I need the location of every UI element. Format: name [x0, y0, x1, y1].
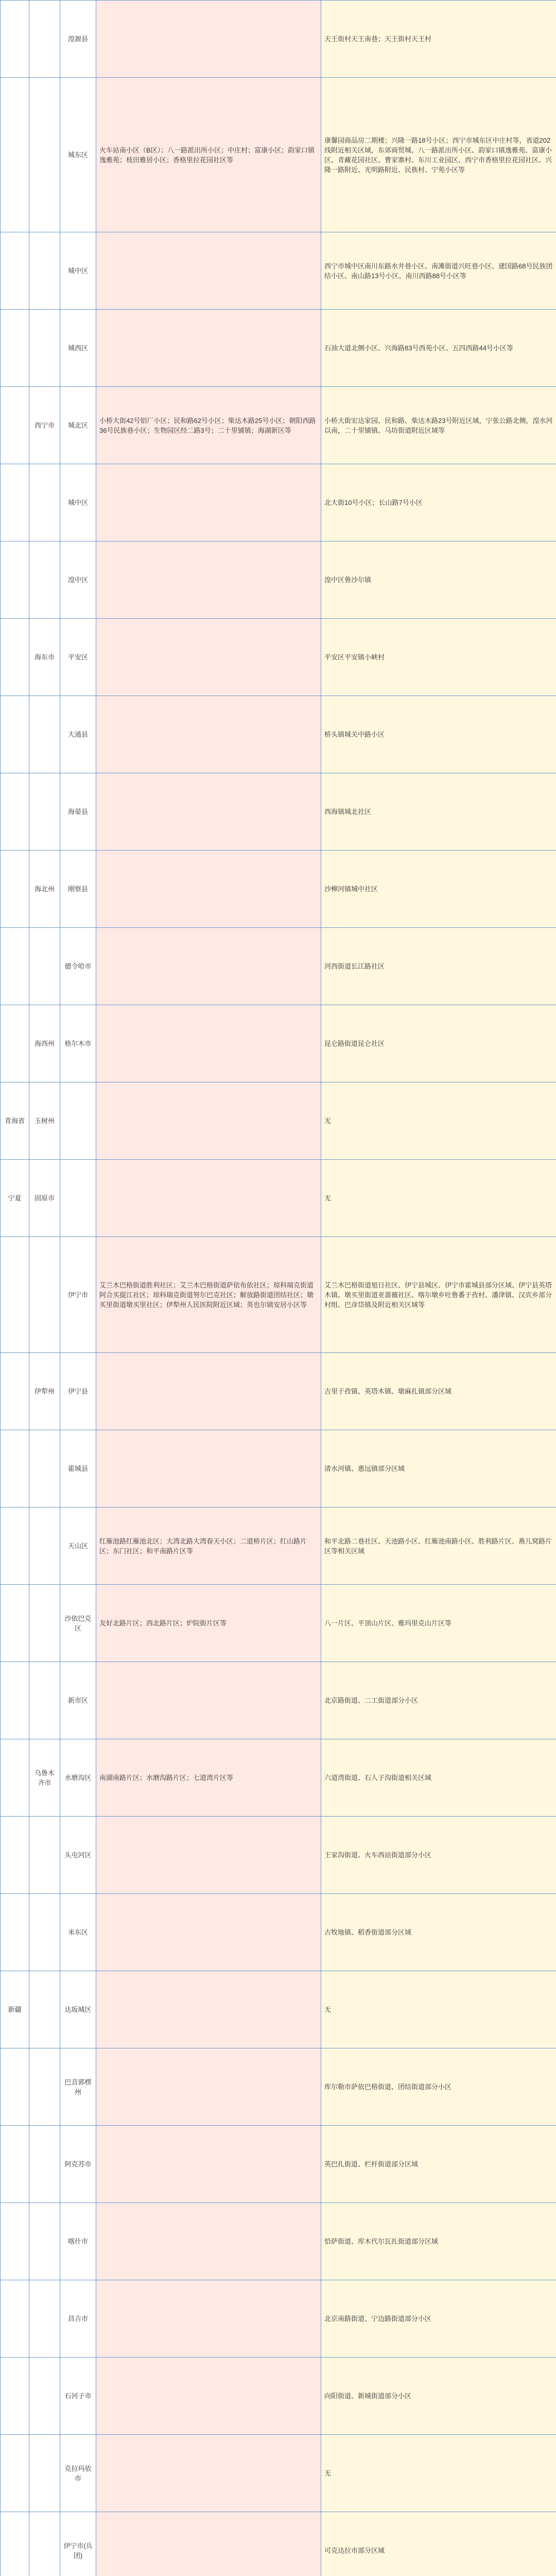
mid-risk-cell: 库尔勒市萨依巴格街道、团结街道部分小区 [321, 2048, 556, 2126]
mid-risk-cell: 英巴扎街道、栏杆街道部分区域 [321, 2126, 556, 2203]
province-cell [1, 1353, 29, 1430]
city-cell [29, 541, 60, 619]
high-risk-cell [96, 928, 321, 1005]
high-risk-cell [96, 2203, 321, 2280]
city-cell [29, 696, 60, 773]
high-risk-cell [96, 2280, 321, 2358]
district-cell: 昌吉市 [60, 2280, 96, 2358]
table-row [1, 2280, 556, 2358]
high-risk-cell [96, 541, 321, 619]
district-cell: 石河子市 [60, 2358, 96, 2435]
mid-risk-cell: 无 [321, 2435, 556, 2512]
province-cell [1, 464, 29, 541]
high-risk-cell [96, 1430, 321, 1507]
province-cell [1, 1894, 29, 1971]
table-row [1, 1585, 556, 1662]
table-row [1, 387, 556, 464]
city-cell: 海东市 [29, 619, 60, 696]
table-row [1, 1353, 556, 1430]
province-cell [1, 541, 29, 619]
city-cell [29, 1662, 60, 1739]
table-row [1, 696, 556, 773]
table-row [1, 464, 556, 541]
province-cell [1, 1585, 29, 1662]
table-row [1, 1160, 556, 1237]
city-cell [29, 2435, 60, 2512]
city-cell: 伊犁州 [29, 1353, 60, 1430]
province-cell: 新疆 [1, 1971, 29, 2048]
table-row [1, 2512, 556, 2576]
city-cell [29, 1585, 60, 1662]
mid-risk-cell: 河西街道长江路社区 [321, 928, 556, 1005]
mid-risk-cell: 恰萨街道、库木代尔瓦扎街道部分区域 [321, 2203, 556, 2280]
district-cell: 米东区 [60, 1894, 96, 1971]
province-cell [1, 928, 29, 1005]
province-cell [1, 1507, 29, 1585]
district-cell: 沙依巴克区 [60, 1585, 96, 1662]
high-risk-cell [96, 773, 321, 851]
high-risk-cell [96, 1, 321, 78]
mid-risk-cell: 六道湾街道、石人子沟街道相关区域 [321, 1739, 556, 1817]
table-row [1, 1, 556, 78]
province-cell [1, 2280, 29, 2358]
table-row [1, 2126, 556, 2203]
city-cell [29, 310, 60, 387]
table-row [1, 773, 556, 851]
district-cell: 城北区 [60, 387, 96, 464]
district-cell: 新市区 [60, 1662, 96, 1739]
table-row [1, 2203, 556, 2280]
high-risk-cell [96, 619, 321, 696]
district-cell: 大通县 [60, 696, 96, 773]
city-cell: 海西州 [29, 1005, 60, 1082]
district-cell: 德令哈市 [60, 928, 96, 1005]
high-risk-cell: 小桥大街42号铝厂小区；民和路62号小区；柴达木路25号小区；朝阳西路36号民族巷小区；生物园区经二路3号；二十里铺镇；海湖新区等 [96, 387, 321, 464]
province-cell [1, 1237, 29, 1353]
high-risk-cell [96, 232, 321, 310]
province-cell [1, 1817, 29, 1894]
high-risk-cell [96, 1971, 321, 2048]
city-cell [29, 2126, 60, 2203]
province-cell [1, 310, 29, 387]
province-cell [1, 2203, 29, 2280]
mid-risk-cell: 昆仑路街道昆仑社区 [321, 1005, 556, 1082]
district-cell: 湟源县 [60, 1, 96, 78]
province-cell [1, 1005, 29, 1082]
high-risk-cell [96, 310, 321, 387]
high-risk-cell [96, 2126, 321, 2203]
mid-risk-cell: 天王街村天王南巷；天王街村天王村 [321, 1, 556, 78]
district-cell: 海晏县 [60, 773, 96, 851]
province-cell [1, 2512, 29, 2576]
province-cell [1, 2358, 29, 2435]
mid-risk-cell: 桥头镇城关中路小区 [321, 696, 556, 773]
district-cell: 伊宁市(兵团) [60, 2512, 96, 2576]
district-cell [60, 1082, 96, 1160]
high-risk-cell: 红雁池路红雁池北区；大湾北路大湾春天小区；二道桥片区；红山路片区；东门社区；和平南路片区等 [96, 1507, 321, 1585]
city-cell [29, 1237, 60, 1353]
province-cell [1, 1662, 29, 1739]
high-risk-cell [96, 1353, 321, 1430]
high-risk-cell: 南湖南路片区；水磨沟路片区；七道湾片区等 [96, 1739, 321, 1817]
table-row [1, 1430, 556, 1507]
table-row [1, 619, 556, 696]
city-cell [29, 1817, 60, 1894]
table-row [1, 232, 556, 310]
province-cell [1, 1, 29, 78]
mid-risk-cell: 无 [321, 1971, 556, 2048]
province-cell [1, 2126, 29, 2203]
city-cell [29, 78, 60, 232]
table-row [1, 310, 556, 387]
mid-risk-cell: 清水河镇、惠远镇部分区域 [321, 1430, 556, 1507]
table-row [1, 1817, 556, 1894]
high-risk-cell: 艾兰木巴格街道胜利社区；艾兰木巴格街道萨依布依社区；琼科瑞克街道阿合买提江社区；琼科瑞克街道努尔巴克社区；解放路街道团结社区；墩买里街道墩买里社区；伊犁州人民医院附近区域；英也尔镇安居小区等 [96, 1237, 321, 1353]
table-row [1, 928, 556, 1005]
city-cell [29, 1430, 60, 1507]
high-risk-cell [96, 1894, 321, 1971]
district-cell: 头屯河区 [60, 1817, 96, 1894]
city-cell [29, 928, 60, 1005]
city-cell [29, 2203, 60, 2280]
city-cell [29, 773, 60, 851]
mid-risk-cell: 湟中区鲁沙尔镇 [321, 541, 556, 619]
high-risk-cell: 友好北路片区；西北路片区；炉院街片区等 [96, 1585, 321, 1662]
district-cell: 克拉玛依市 [60, 2435, 96, 2512]
city-cell [29, 1971, 60, 2048]
province-cell [1, 619, 29, 696]
city-cell [29, 2048, 60, 2126]
city-cell [29, 1, 60, 78]
high-risk-cell [96, 1160, 321, 1237]
mid-risk-cell: 八一片区、平顶山片区、雅玛里克山片区等 [321, 1585, 556, 1662]
high-risk-cell [96, 1662, 321, 1739]
high-risk-cell [96, 851, 321, 928]
district-cell: 城中区 [60, 464, 96, 541]
mid-risk-cell: 无 [321, 1160, 556, 1237]
province-cell [1, 1739, 29, 1817]
district-cell: 格尔木市 [60, 1005, 96, 1082]
mid-risk-cell: 和平北路二巷社区、天池路小区、红雁池南路小区、胜利路片区、燕儿窝路片区等相关区域 [321, 1507, 556, 1585]
district-cell: 霍城县 [60, 1430, 96, 1507]
table-row [1, 1082, 556, 1160]
table-row [1, 1507, 556, 1585]
table-row [1, 1894, 556, 1971]
mid-risk-cell: 西海镇城北社区 [321, 773, 556, 851]
city-cell: 西宁市 [29, 387, 60, 464]
district-cell: 城东区 [60, 78, 96, 232]
city-cell [29, 1894, 60, 1971]
city-cell: 固原市 [29, 1160, 60, 1237]
city-cell: 乌鲁木齐市 [29, 1739, 60, 1817]
city-cell [29, 2280, 60, 2358]
city-cell [29, 2512, 60, 2576]
table-row [1, 2358, 556, 2435]
city-cell: 玉树州 [29, 1082, 60, 1160]
province-cell [1, 2048, 29, 2126]
province-cell [1, 1430, 29, 1507]
high-risk-cell [96, 1005, 321, 1082]
city-cell [29, 464, 60, 541]
district-cell: 阿克苏市 [60, 2126, 96, 2203]
province-cell [1, 851, 29, 928]
mid-risk-cell: 北京路街道、二工街道部分小区 [321, 1662, 556, 1739]
province-cell [1, 387, 29, 464]
province-cell [1, 696, 29, 773]
district-cell: 伊宁市 [60, 1237, 96, 1353]
mid-risk-cell: 小桥大街宏达家园、民和路、柴达木路23号附近区域，宁张公路北侧，湟水河以南，二十里铺镇、马坊街道附近区域等 [321, 387, 556, 464]
district-cell: 刚察县 [60, 851, 96, 928]
city-cell [29, 2358, 60, 2435]
district-cell: 天山区 [60, 1507, 96, 1585]
mid-risk-cell: 北京南路街道、宁边路街道部分小区 [321, 2280, 556, 2358]
table-row [1, 1005, 556, 1082]
district-cell: 达坂城区 [60, 1971, 96, 2048]
district-cell: 湟中区 [60, 541, 96, 619]
province-cell: 青海省 [1, 1082, 29, 1160]
mid-risk-cell: 康馨园商品房二期楼；兴隆一路18号小区；西宁市城东区中庄村等，省道202线附近相关区域，东郊商贸城、八一路派出所小区、韵家口镇逸雅苑、富康小区、青藏花园社区、曹家寨村、东川工业园区、西宁市香格里拉花园社区、兴隆一路附近、光明路附近、民族村、宁苑小区等 [321, 78, 556, 232]
province-cell [1, 773, 29, 851]
city-cell [29, 232, 60, 310]
high-risk-cell: 火车站南小区（B区）；八一路派出所小区；中庄村；富康小区；韵家口镇逸雅苑；枝田雅居小区；香格里拉花园社区等 [96, 78, 321, 232]
mid-risk-cell: 沙柳河镇城中社区 [321, 851, 556, 928]
table-row [1, 851, 556, 928]
risk-table-body [1, 1, 556, 2576]
province-cell: 宁夏 [1, 1160, 29, 1237]
mid-risk-cell: 北大街10号小区；长山路7号小区 [321, 464, 556, 541]
high-risk-cell [96, 1817, 321, 1894]
mid-risk-cell: 石油大道北侧小区、兴海路83号西苑小区、五四西路44号小区等 [321, 310, 556, 387]
mid-risk-note: ；天王街村天王村 [378, 35, 432, 43]
mid-risk-cell: 西宁市城中区南川东路水井巷小区、南滩街道兴旺巷小区、建国路68号民族团结小区、南山路13号小区、南川西路88号小区等 [321, 232, 556, 310]
district-cell: 水磨沟区 [60, 1739, 96, 1817]
mid-risk-cell: 吉里于孜镇、英塔木镇、墩麻扎镇部分区域 [321, 1353, 556, 1430]
high-risk-cell [96, 2435, 321, 2512]
district-cell: 喀什市 [60, 2203, 96, 2280]
province-cell [1, 2435, 29, 2512]
district-cell: 城西区 [60, 310, 96, 387]
mid-risk-cell: 可克达拉市部分区域 [321, 2512, 556, 2576]
high-risk-cell [96, 2358, 321, 2435]
table-row [1, 1237, 556, 1353]
table-row [1, 1739, 556, 1817]
table-row [1, 1662, 556, 1739]
table-row [1, 78, 556, 232]
table-row [1, 1971, 556, 2048]
province-cell [1, 78, 29, 232]
mid-risk-cell: 向阳街道、新城街道部分小区 [321, 2358, 556, 2435]
table-row [1, 2435, 556, 2512]
province-cell [1, 232, 29, 310]
district-cell: 伊宁县 [60, 1353, 96, 1430]
district-cell: 巴音郭楞州 [60, 2048, 96, 2126]
district-cell [60, 1160, 96, 1237]
mid-risk-cell: 平安区平安镇小峡村 [321, 619, 556, 696]
high-risk-cell [96, 2048, 321, 2126]
city-cell: 海北州 [29, 851, 60, 928]
mid-risk-cell: 艾兰木巴格街道旭日社区、伊宁县城区、伊宁市霍城县部分区域、伊宁县英塔木镇、墩买里街道亚蔷薇社区、喀尔墩乡吐鲁番于孜村、潘津镇、汉宾乡部分村组、巴彦岱镇及附近相关区域等 [321, 1237, 556, 1353]
mid-risk-cell: 古牧地镇、稻香街道部分区域 [321, 1894, 556, 1971]
mid-risk-cell: 无 [321, 1082, 556, 1160]
high-risk-cell [96, 2512, 321, 2576]
city-cell [29, 1507, 60, 1585]
district-cell: 平安区 [60, 619, 96, 696]
table-row [1, 2048, 556, 2126]
table-row [1, 541, 556, 619]
district-cell: 城中区 [60, 232, 96, 310]
high-risk-cell [96, 464, 321, 541]
high-risk-cell [96, 696, 321, 773]
high-risk-cell [96, 1082, 321, 1160]
mid-risk-cell: 王家沟街道、火车西站街道部分小区 [321, 1817, 556, 1894]
